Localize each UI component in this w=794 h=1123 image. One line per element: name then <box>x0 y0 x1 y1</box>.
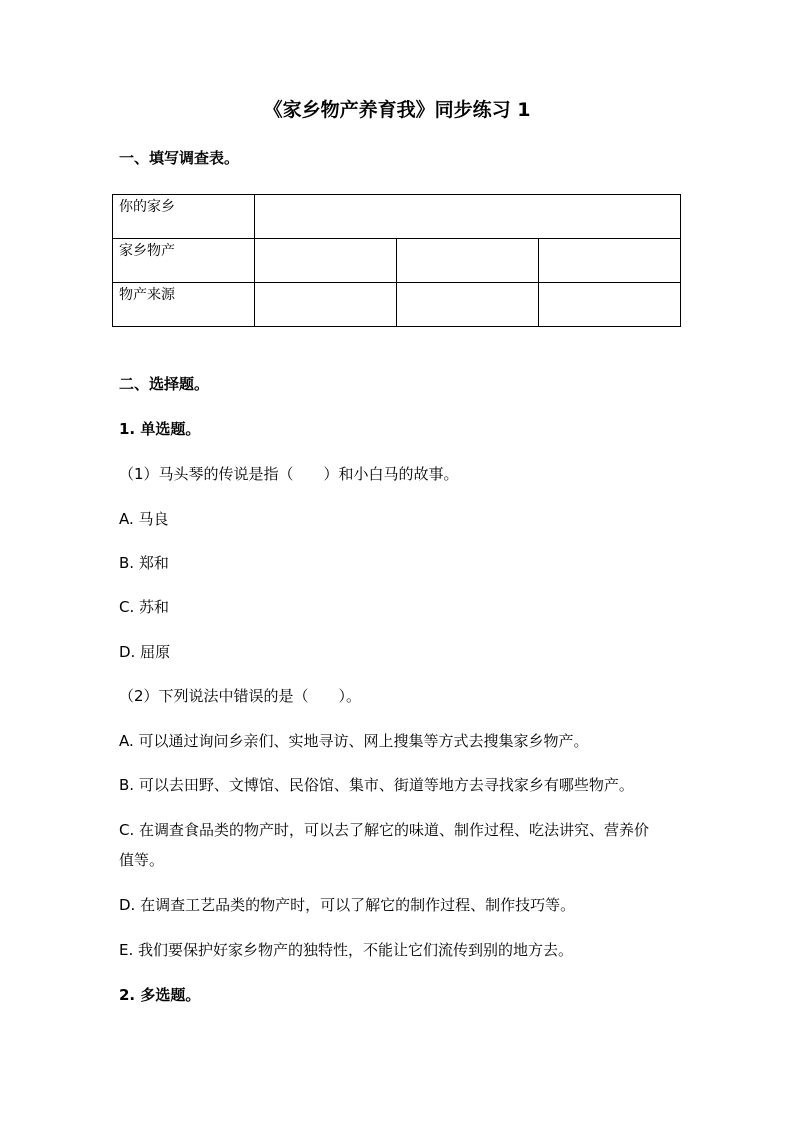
question-2-option-c-continued: 值等。 <box>119 851 165 869</box>
table-label-hometown: 你的家乡 <box>113 195 255 239</box>
question-1-option-c[interactable]: C. 苏和 <box>119 598 170 616</box>
survey-table <box>112 194 681 327</box>
source-answer-cell[interactable] <box>539 283 681 327</box>
source-answer-cell[interactable] <box>397 283 539 327</box>
question-1-stem: （1）马头琴的传说是指（ ）和小白马的故事。 <box>119 465 459 483</box>
page-title: 《家乡物产养育我》同步练习 1 <box>263 99 531 121</box>
question-1-option-a[interactable]: A. 马良 <box>119 510 169 528</box>
source-answer-cell[interactable] <box>255 283 397 327</box>
product-answer-cell[interactable] <box>539 239 681 283</box>
single-choice-heading: 1. 单选题。 <box>119 420 201 438</box>
table-label-products: 家乡物产 <box>113 239 255 283</box>
question-2-option-e[interactable]: E. 我们要保护好家乡物产的独特性，不能让它们流传到别的地方去。 <box>119 941 574 959</box>
table-row <box>113 239 681 283</box>
question-2-option-d[interactable]: D. 在调查工艺品类的物产时，可以了解它的制作过程、制作技巧等。 <box>119 896 576 914</box>
section-2-heading: 二、选择题。 <box>119 375 210 393</box>
table-row <box>113 195 681 239</box>
question-2-option-a[interactable]: A. 可以通过询问乡亲们、实地寻访、网上搜集等方式去搜集家乡物产。 <box>119 732 589 750</box>
section-1-heading: 一、填写调查表。 <box>119 149 240 167</box>
question-1-option-b[interactable]: B. 郑和 <box>119 554 169 572</box>
question-2-option-b[interactable]: B. 可以去田野、文博馆、民俗馆、集市、街道等地方去寻找家乡有哪些物产。 <box>119 776 634 794</box>
table-label-source: 物产来源 <box>113 283 255 327</box>
table-row <box>113 283 681 327</box>
product-answer-cell[interactable] <box>397 239 539 283</box>
question-2-option-c[interactable]: C. 在调查食品类的物产时，可以去了解它的味道、制作过程、吃法讲究、营养价 <box>119 821 650 839</box>
product-answer-cell[interactable] <box>255 239 397 283</box>
question-2-stem: （2）下列说法中错误的是（ ）。 <box>119 687 362 705</box>
hometown-answer-cell[interactable] <box>255 195 681 239</box>
multiple-choice-heading: 2. 多选题。 <box>119 986 201 1004</box>
question-1-option-d[interactable]: D. 屈原 <box>119 643 171 661</box>
